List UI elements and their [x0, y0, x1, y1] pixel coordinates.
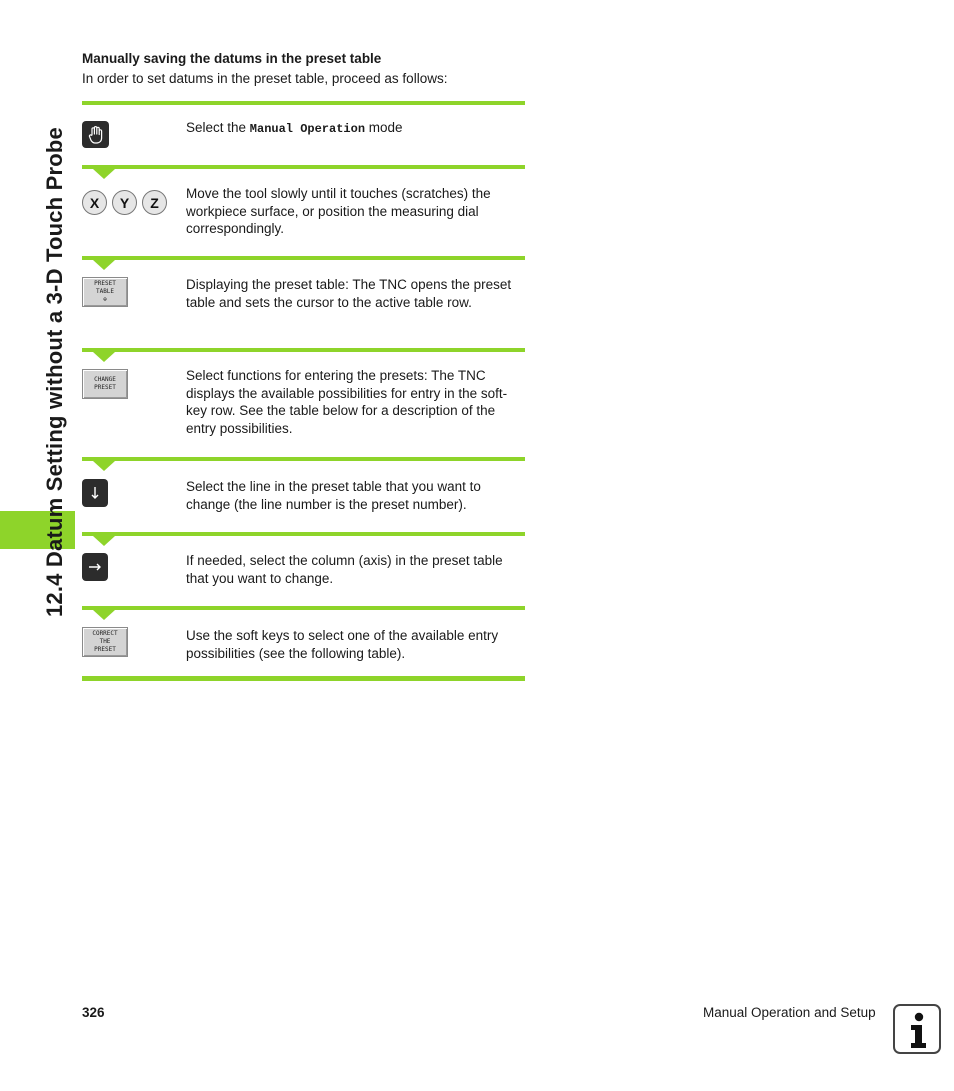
step-text: Select functions for entering the presets: The TNC displays the available possibilities for entry in the soft-key row. See the table below for a description of the entry possibilities. — [186, 368, 508, 436]
page-number: 326 — [82, 1005, 105, 1020]
step-text: Use the soft keys to select one of the available entry possibilities (see the following table). — [186, 628, 499, 661]
step-text: Displaying the preset table: The TNC opens the preset table and sets the cursor to the active table row. — [186, 277, 512, 310]
correct-the-preset-softkey[interactable]: CORRECT THE PRESET — [82, 627, 128, 657]
info-i-icon — [893, 1004, 941, 1054]
step-row — [82, 352, 525, 457]
section-heading: Manually saving the datums in the preset table — [82, 51, 382, 66]
manual-operation-code: Manual Operation — [249, 122, 366, 136]
footer-chapter-name: Manual Operation and Setup — [703, 1005, 876, 1020]
step-row — [82, 105, 525, 165]
step-text: If needed, select the column (axis) in the preset table that you want to change. — [186, 553, 503, 586]
axis-key-x[interactable]: X — [82, 190, 107, 215]
step-row — [82, 610, 525, 676]
axis-key-z[interactable]: Z — [142, 190, 167, 215]
step-text: Select the Manual Operation mode — [186, 120, 403, 136]
step-row — [82, 260, 525, 348]
step-row — [82, 461, 525, 532]
preset-table-softkey[interactable]: PRESET TABLE ⊕ — [82, 277, 128, 307]
axis-keys-icon — [82, 190, 167, 215]
step-row — [82, 169, 525, 256]
steps-table — [82, 101, 525, 681]
step-text: Move the tool slowly until it touches (scratches) the workpiece surface, or position the measuring dial correspondingly. — [186, 186, 491, 237]
arrow-right-key-icon[interactable] — [82, 553, 108, 581]
manual-operation-hand-icon[interactable] — [82, 121, 109, 148]
step-row — [82, 536, 525, 606]
table-end-rule — [82, 676, 525, 681]
chapter-title: 12.4 Datum Setting without a 3-D Touch Probe — [42, 127, 67, 617]
step-text: Select the line in the preset table that you want to change (the line number is the preset number). — [186, 479, 481, 512]
axis-key-y[interactable]: Y — [112, 190, 137, 215]
change-preset-softkey[interactable]: CHANGE PRESET — [82, 369, 128, 399]
sidebar-chapter — [0, 0, 78, 1091]
arrow-down-key-icon[interactable] — [82, 479, 108, 507]
section-intro: In order to set datums in the preset table, proceed as follows: — [82, 71, 448, 86]
